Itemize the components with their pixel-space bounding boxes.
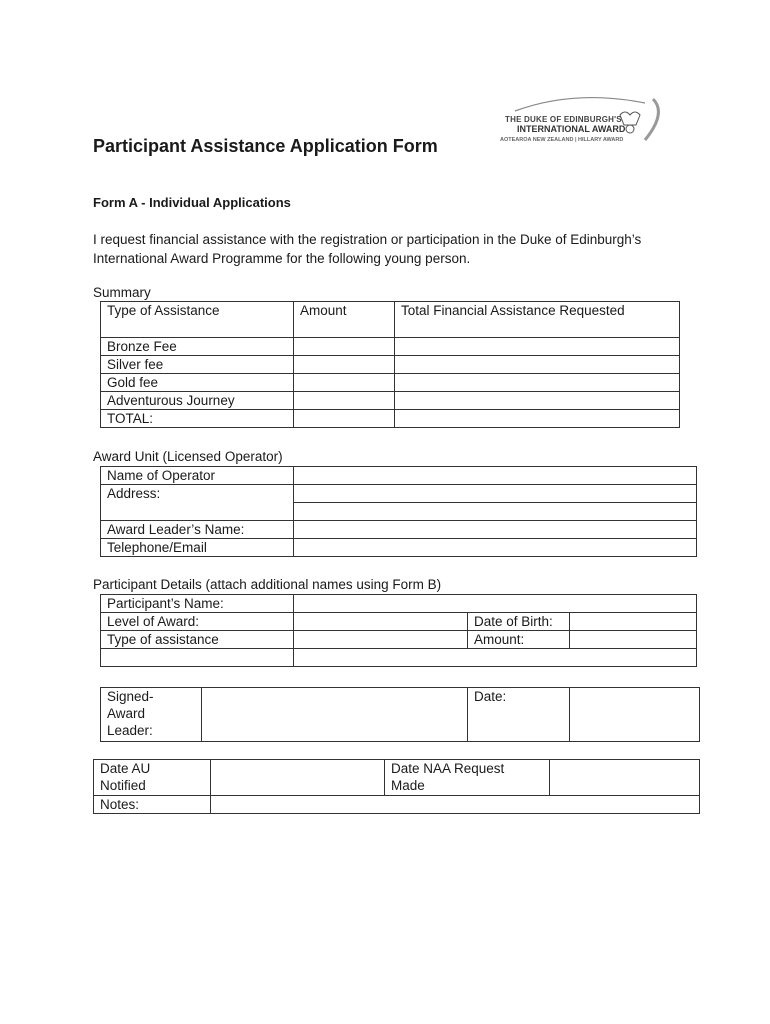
- signature-table: [100, 687, 700, 742]
- signed-label-line2: Award: [107, 706, 146, 721]
- notes-label: Notes:: [94, 796, 211, 814]
- table-row: [101, 521, 697, 539]
- table-row: [101, 595, 697, 613]
- award-unit-label: Award Unit (Licensed Operator): [93, 449, 283, 464]
- signed-date-field[interactable]: [570, 688, 700, 742]
- table-row: [101, 410, 680, 428]
- form-subtitle: Form A - Individual Applications: [93, 195, 291, 210]
- participant-name-field[interactable]: [294, 595, 697, 613]
- page-title: Participant Assistance Application Form: [93, 136, 438, 156]
- table-row: [101, 356, 680, 374]
- leader-name-field[interactable]: [294, 521, 697, 539]
- award-unit-table: [100, 466, 697, 557]
- level-field[interactable]: [294, 613, 468, 631]
- type-field[interactable]: [294, 631, 468, 649]
- address-field-1[interactable]: [294, 485, 697, 503]
- date-naa-line1: Date NAA Request: [391, 761, 505, 776]
- date-naa-label: [385, 760, 550, 796]
- dob-label: Date of Birth:: [468, 613, 570, 631]
- table-row: [101, 467, 697, 485]
- table-row: [101, 485, 697, 503]
- logo-text-line3: AOTEAROA NEW ZEALAND | HILLARY AWARD: [500, 137, 624, 143]
- total-total-field[interactable]: [395, 410, 680, 428]
- silver-total-field[interactable]: [395, 356, 680, 374]
- signed-label-line3: Leader:: [107, 723, 153, 738]
- intro-paragraph: I request financial assistance with the registration or participation in the Duke of Edinburgh’s International Award Programme for the following young person.: [93, 232, 642, 266]
- logo-text-line1: THE DUKE OF EDINBURGH'S: [505, 115, 622, 124]
- gold-amount-field[interactable]: [294, 374, 395, 392]
- table-row: [101, 649, 697, 667]
- dob-field[interactable]: [570, 613, 697, 631]
- participant-name-label: Participant’s Name:: [101, 595, 294, 613]
- signed-label: [101, 688, 202, 742]
- adventurous-amount-field[interactable]: [294, 392, 395, 410]
- award-logo: [495, 95, 675, 147]
- date-au-line1: Date AU: [100, 761, 151, 776]
- row-adventurous: Adventurous Journey: [101, 392, 294, 410]
- summary-table: [100, 301, 680, 428]
- notes-field[interactable]: [211, 796, 700, 814]
- extra-type-field[interactable]: [101, 649, 294, 667]
- date-au-line2: Notified: [100, 778, 146, 793]
- table-row: [101, 631, 697, 649]
- date-naa-field[interactable]: [550, 760, 700, 796]
- bronze-amount-field[interactable]: [294, 338, 395, 356]
- row-silver: Silver fee: [101, 356, 294, 374]
- summary-header-row: [101, 302, 680, 338]
- operator-field[interactable]: [294, 467, 697, 485]
- telephone-label: Telephone/Email: [101, 539, 294, 557]
- row-bronze: Bronze Fee: [101, 338, 294, 356]
- signature-field[interactable]: [202, 688, 468, 742]
- gold-total-field[interactable]: [395, 374, 680, 392]
- row-gold: Gold fee: [101, 374, 294, 392]
- date-au-field[interactable]: [211, 760, 385, 796]
- table-row: [101, 374, 680, 392]
- signed-label-line1: Signed-: [107, 689, 154, 704]
- telephone-field[interactable]: [294, 539, 697, 557]
- level-label: Level of Award:: [101, 613, 294, 631]
- table-row: [94, 760, 700, 796]
- row-total: TOTAL:: [101, 410, 294, 428]
- header-type: Type of Assistance: [101, 302, 294, 338]
- amount-label: Amount:: [468, 631, 570, 649]
- date-naa-line2: Made: [391, 778, 425, 793]
- bronze-total-field[interactable]: [395, 338, 680, 356]
- adventurous-total-field[interactable]: [395, 392, 680, 410]
- table-row: [101, 688, 700, 742]
- operator-label: Name of Operator: [101, 467, 294, 485]
- leader-name-label: Award Leader’s Name:: [101, 521, 294, 539]
- type-label: Type of assistance: [101, 631, 294, 649]
- admin-table: [93, 759, 700, 814]
- header-total: Total Financial Assistance Requested: [395, 302, 680, 338]
- header-amount: Amount: [294, 302, 395, 338]
- address-field-2[interactable]: [294, 503, 697, 521]
- silver-amount-field[interactable]: [294, 356, 395, 374]
- table-row: [101, 392, 680, 410]
- table-row: [101, 338, 680, 356]
- table-row: [101, 613, 697, 631]
- participant-label: Participant Details (attach additional names using Form B): [93, 577, 442, 592]
- table-row: [101, 539, 697, 557]
- amount-field[interactable]: [570, 631, 697, 649]
- address-label: Address:: [101, 485, 294, 521]
- signed-date-label: Date:: [468, 688, 570, 742]
- extra-detail-field[interactable]: [294, 649, 697, 667]
- total-amount-field[interactable]: [294, 410, 395, 428]
- date-au-label: [94, 760, 211, 796]
- participant-table: [100, 594, 697, 667]
- logo-text-line2: INTERNATIONAL AWARD: [517, 124, 626, 134]
- summary-label: Summary: [93, 285, 151, 300]
- table-row: [94, 796, 700, 814]
